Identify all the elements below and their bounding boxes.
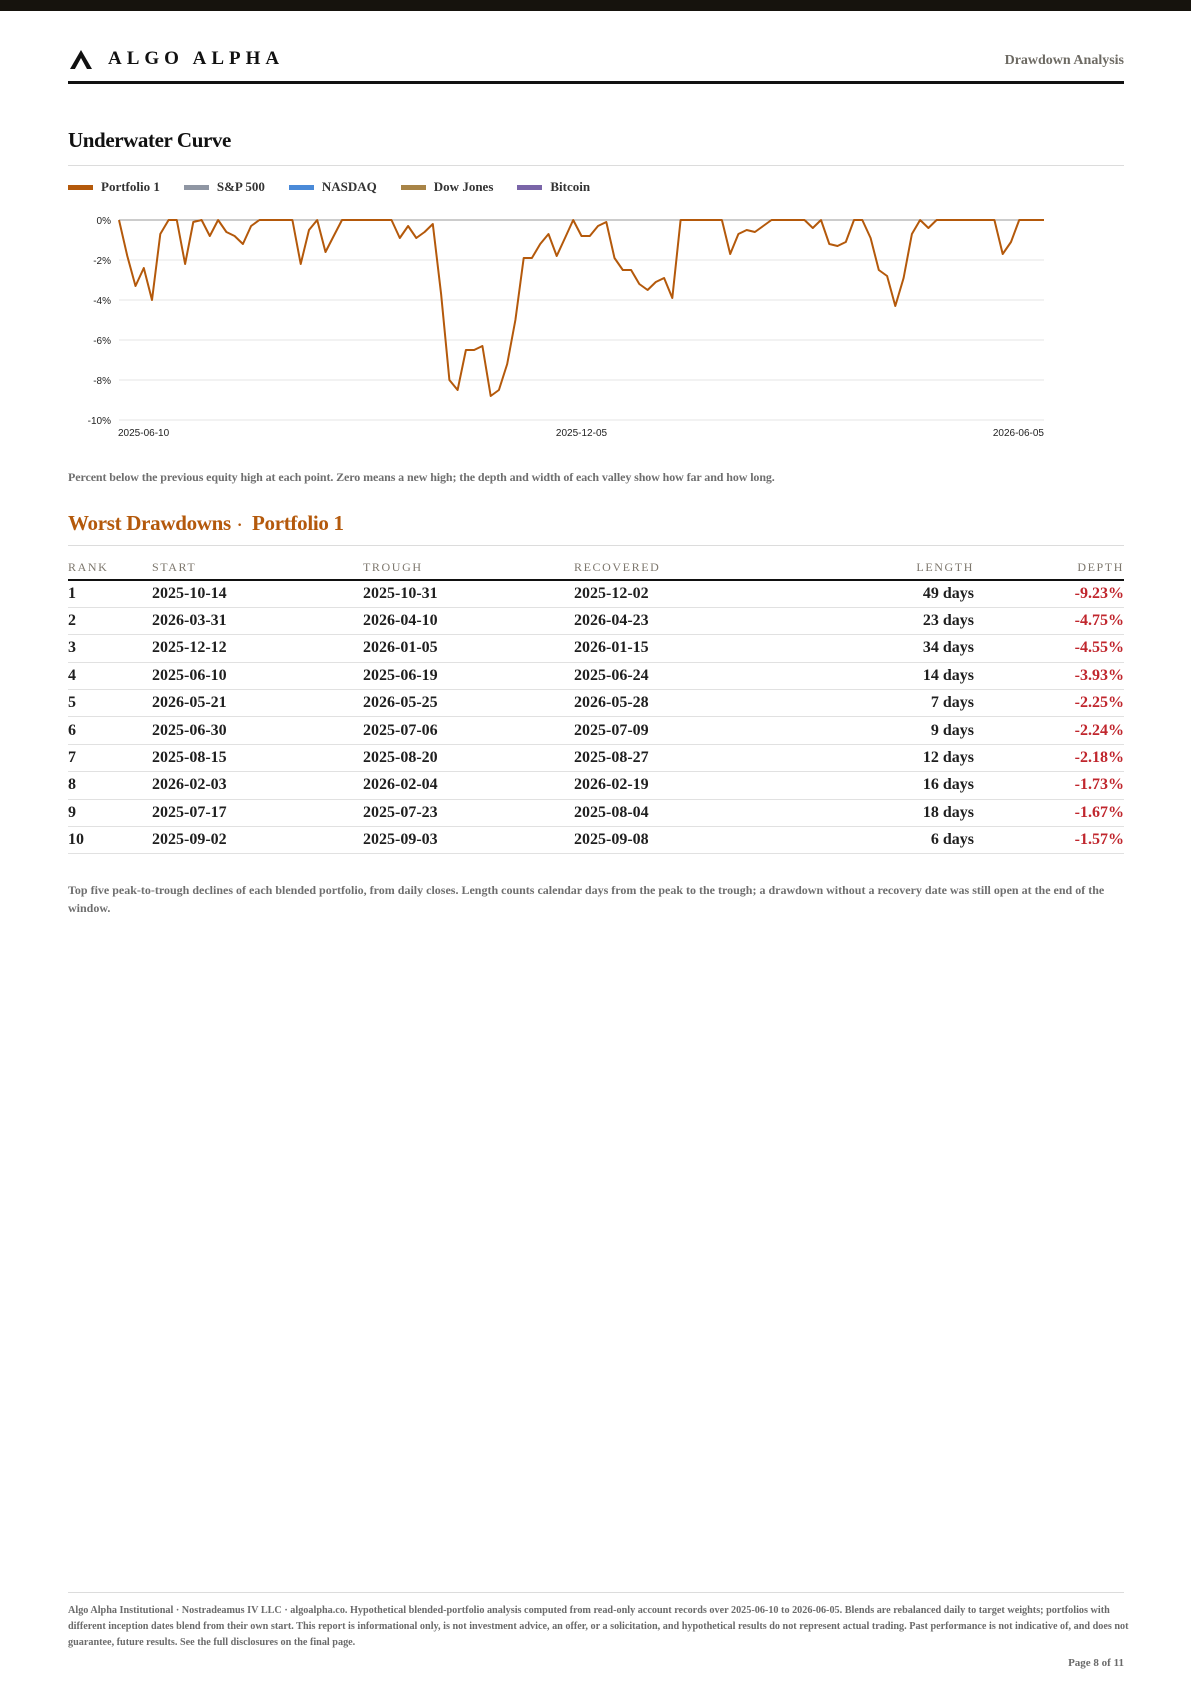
x-tick-label: 2025-12-05: [555, 428, 608, 439]
cell-depth: -1.67%: [974, 799, 1124, 826]
legend-swatch: [401, 185, 426, 190]
brand-name: ALGO ALPHA: [108, 48, 285, 69]
col-rank: RANK: [68, 551, 152, 580]
cell-rank: 10: [68, 827, 152, 854]
y-tick-label: -6%: [93, 336, 111, 347]
table-note: Top five peak-to-trough declines of each blended portfolio, from daily closes. Length counts calendar days from the peak to the trough; a drawdown without a recovery date was still open at the end of the window.: [68, 883, 1105, 915]
cell-rank: 8: [68, 772, 152, 799]
section-label: Drawdown Analysis: [1004, 53, 1124, 68]
cell-trough: 2026-05-25: [363, 690, 574, 717]
x-tick-label: 2025-06-10: [118, 428, 170, 439]
cell-length: 7 days: [824, 690, 974, 717]
cell-trough: 2025-06-19: [363, 662, 574, 689]
legend-swatch: [289, 185, 314, 190]
col-depth: DEPTH: [974, 551, 1124, 580]
cell-recovered: 2025-08-27: [574, 744, 824, 771]
x-tick-label: 2026-06-05: [992, 428, 1044, 439]
legend-label: Dow Jones: [433, 179, 494, 194]
table-row: [68, 607, 1124, 634]
cell-start: 2026-05-21: [152, 690, 363, 717]
cell-depth: -2.18%: [974, 744, 1124, 771]
cell-start: 2025-06-30: [152, 717, 363, 744]
algo-alpha-logo-icon: [68, 48, 94, 70]
col-length: LENGTH: [824, 551, 974, 580]
footer-disclaimer: Algo Alpha Institutional · Nostradeamus IV LLC · algoalpha.co. Hypothetical blended-portfolio analysis computed from read-only account records over 2025-06-10 to 2026-06-05. Blends are rebalanced daily to target weights; portfolios with different inception dates blend from their own start. This report is informational only, is not investment advice, an offer, or a solicitation, and hypothetical results do not represent actual trading. Past performance is not indicative of, and does not guarantee, future results. See the full disclosures on the final page.: [68, 1605, 1129, 1648]
cell-rank: 1: [68, 580, 152, 607]
page-number: Page 8 of 11: [1068, 1657, 1124, 1669]
cell-trough: 2025-09-03: [363, 827, 574, 854]
cell-recovered: 2026-05-28: [574, 690, 824, 717]
cell-start: 2025-09-02: [152, 827, 363, 854]
cell-length: 12 days: [824, 744, 974, 771]
col-recovered: RECOVERED: [574, 551, 824, 580]
cell-length: 23 days: [824, 607, 974, 634]
cell-start: 2025-10-14: [152, 580, 363, 607]
cell-length: 16 days: [824, 772, 974, 799]
y-tick-label: -4%: [93, 296, 111, 307]
series-line-portfolio-1: [119, 220, 1044, 396]
col-start: START: [152, 551, 363, 580]
legend-item: [184, 179, 265, 195]
cell-recovered: 2026-04-23: [574, 607, 824, 634]
top-bar: [0, 0, 1191, 11]
cell-length: 6 days: [824, 827, 974, 854]
cell-depth: -4.55%: [974, 635, 1124, 662]
portfolio-name: Portfolio 1: [251, 511, 344, 535]
underwater-curve-title: Underwater Curve: [68, 128, 231, 152]
legend-swatch: [184, 185, 209, 190]
section-divider: [68, 545, 1124, 546]
cell-trough: 2026-04-10: [363, 607, 574, 634]
table-row: [68, 717, 1124, 744]
cell-depth: -1.73%: [974, 772, 1124, 799]
cell-rank: 6: [68, 717, 152, 744]
cell-depth: -2.24%: [974, 717, 1124, 744]
cell-trough: 2025-07-06: [363, 717, 574, 744]
legend-item: [68, 179, 160, 195]
cell-recovered: 2025-08-04: [574, 799, 824, 826]
legend-item: [517, 179, 590, 195]
legend-swatch: [517, 185, 542, 190]
table-row: [68, 744, 1124, 771]
cell-recovered: 2026-01-15: [574, 635, 824, 662]
y-tick-label: -8%: [93, 376, 111, 387]
y-tick-label: -2%: [93, 256, 111, 267]
legend-label: S&P 500: [216, 179, 265, 194]
cell-recovered: 2025-09-08: [574, 827, 824, 854]
chart-caption: Percent below the previous equity high at each point. Zero means a new high; the depth and width of each valley show how far and how long.: [68, 470, 775, 484]
cell-rank: 2: [68, 607, 152, 634]
table-row: [68, 799, 1124, 826]
cell-trough: 2026-02-04: [363, 772, 574, 799]
cell-depth: -1.57%: [974, 827, 1124, 854]
cell-recovered: 2026-02-19: [574, 772, 824, 799]
cell-rank: 3: [68, 635, 152, 662]
cell-trough: 2025-08-20: [363, 744, 574, 771]
cell-depth: -3.93%: [974, 662, 1124, 689]
col-trough: TROUGH: [363, 551, 574, 580]
cell-start: 2026-03-31: [152, 607, 363, 634]
cell-start: 2026-02-03: [152, 772, 363, 799]
page-header: [68, 48, 1124, 84]
cell-start: 2025-12-12: [152, 635, 363, 662]
footer-divider: [68, 1592, 1124, 1593]
cell-rank: 5: [68, 690, 152, 717]
cell-trough: 2025-07-23: [363, 799, 574, 826]
cell-recovered: 2025-12-02: [574, 580, 824, 607]
cell-start: 2025-08-15: [152, 744, 363, 771]
title-separator: ·: [236, 517, 242, 534]
table-row: [68, 580, 1124, 607]
cell-start: 2025-07-17: [152, 799, 363, 826]
brand-logo: [68, 48, 284, 70]
cell-depth: -4.75%: [974, 607, 1124, 634]
cell-length: 49 days: [824, 580, 974, 607]
cell-length: 34 days: [824, 635, 974, 662]
cell-start: 2025-06-10: [152, 662, 363, 689]
cell-recovered: 2025-07-09: [574, 717, 824, 744]
cell-trough: 2026-01-05: [363, 635, 574, 662]
legend-item: [289, 179, 377, 195]
cell-length: 18 days: [824, 799, 974, 826]
section-divider: [68, 165, 1124, 166]
legend-label: Portfolio 1: [101, 179, 160, 194]
cell-rank: 9: [68, 799, 152, 826]
cell-recovered: 2025-06-24: [574, 662, 824, 689]
y-tick-label: -10%: [87, 416, 111, 427]
table-row: [68, 662, 1124, 689]
table-header-row: [68, 551, 1124, 580]
worst-drawdowns-label: Worst Drawdowns: [68, 511, 231, 535]
y-tick-label: 0%: [96, 216, 111, 227]
table-row: [68, 827, 1124, 854]
cell-length: 14 days: [824, 662, 974, 689]
legend-swatch: [68, 185, 93, 190]
chart-legend: [68, 179, 614, 195]
underwater-chart: [60, 208, 1130, 458]
cell-trough: 2025-10-31: [363, 580, 574, 607]
cell-length: 9 days: [824, 717, 974, 744]
cell-depth: -2.25%: [974, 690, 1124, 717]
drawdowns-table: [68, 551, 1124, 854]
table-row: [68, 690, 1124, 717]
table-row: [68, 635, 1124, 662]
cell-depth: -9.23%: [974, 580, 1124, 607]
legend-label: NASDAQ: [321, 179, 377, 194]
legend-item: [401, 179, 494, 195]
worst-drawdowns-title: [68, 511, 344, 536]
table-row: [68, 772, 1124, 799]
legend-label: Bitcoin: [550, 179, 591, 194]
cell-rank: 4: [68, 662, 152, 689]
cell-rank: 7: [68, 744, 152, 771]
